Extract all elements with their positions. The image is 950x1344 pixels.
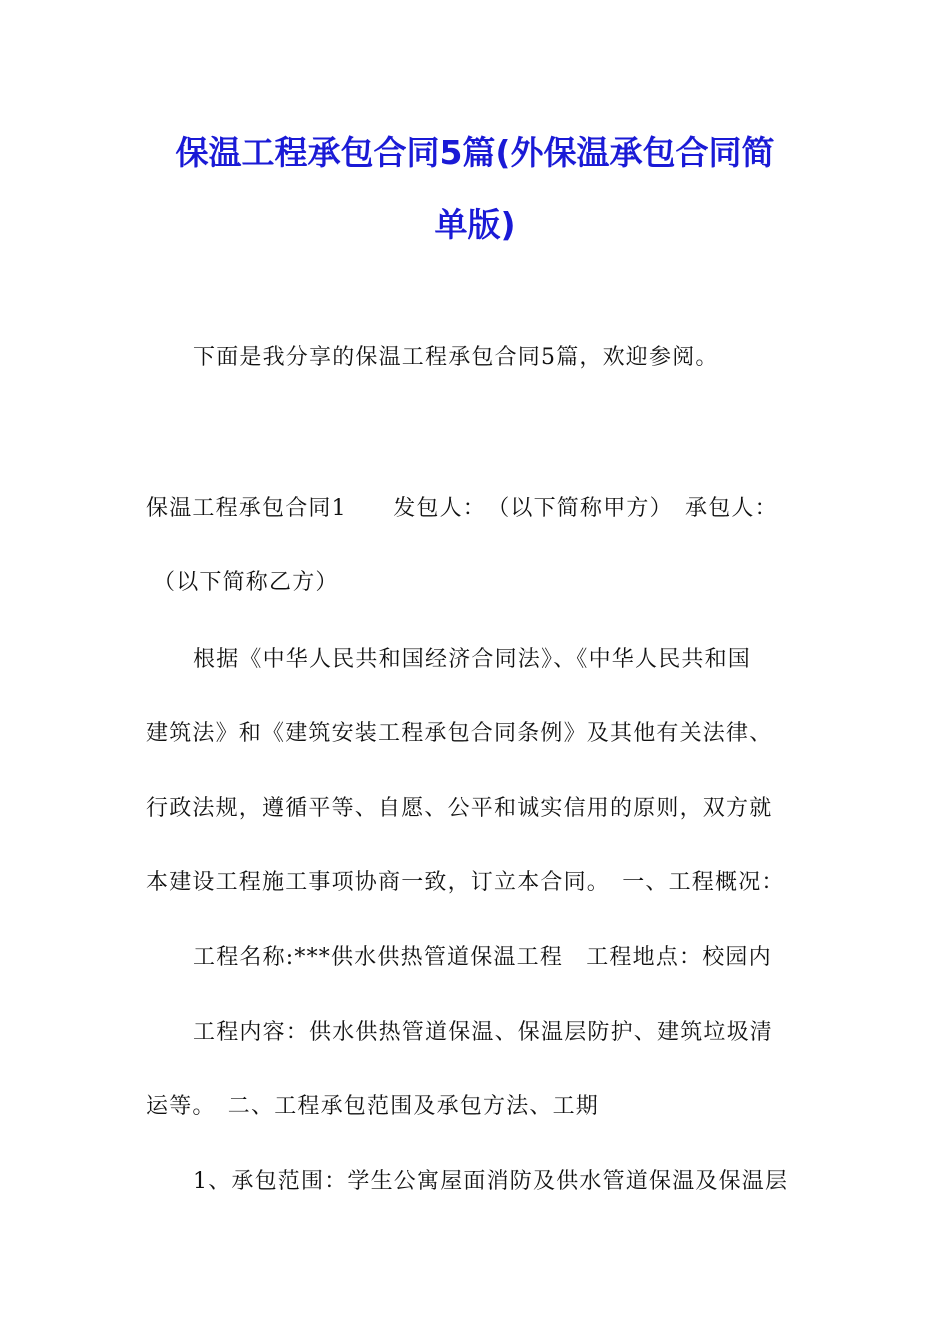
body-line: 保温工程承包合同1 发包人： （以下简称甲方） 承包人： (146, 496, 778, 521)
body-line: 根据《中华人民共和国经济合同法》、《中华人民共和国 (193, 647, 752, 672)
body-line: 建筑法》和《建筑安装工程承包合同条例》及其他有关法律、 (146, 721, 773, 746)
document-title-line-2: 单版) (434, 205, 516, 244)
body-line: 行政法规，遵循平等、自愿、公平和诚实信用的原则，双方就 (146, 796, 773, 821)
body-line: 运等。 二、工程承包范围及承包方法、工期 (146, 1094, 600, 1119)
intro-paragraph: 下面是我分享的保温工程承包合同5篇，欢迎参阅。 (193, 345, 719, 370)
body-line: 工程内容：供水供热管道保温、保温层防护、建筑垃圾清 (193, 1020, 774, 1045)
document-title-line-1: 保温工程承包合同5篇(外保温承包合同简 (175, 133, 775, 172)
body-line: 1、承包范围：学生公寓屋面消防及供水管道保温及保温层 (193, 1169, 789, 1194)
body-line: 本建设工程施工事项协商一致，订立本合同。 一、工程概况： (146, 870, 785, 895)
body-line: （以下简称乙方） (153, 570, 339, 595)
body-line: 工程名称:***供水供热管道保温工程 工程地点：校园内 (193, 945, 772, 970)
